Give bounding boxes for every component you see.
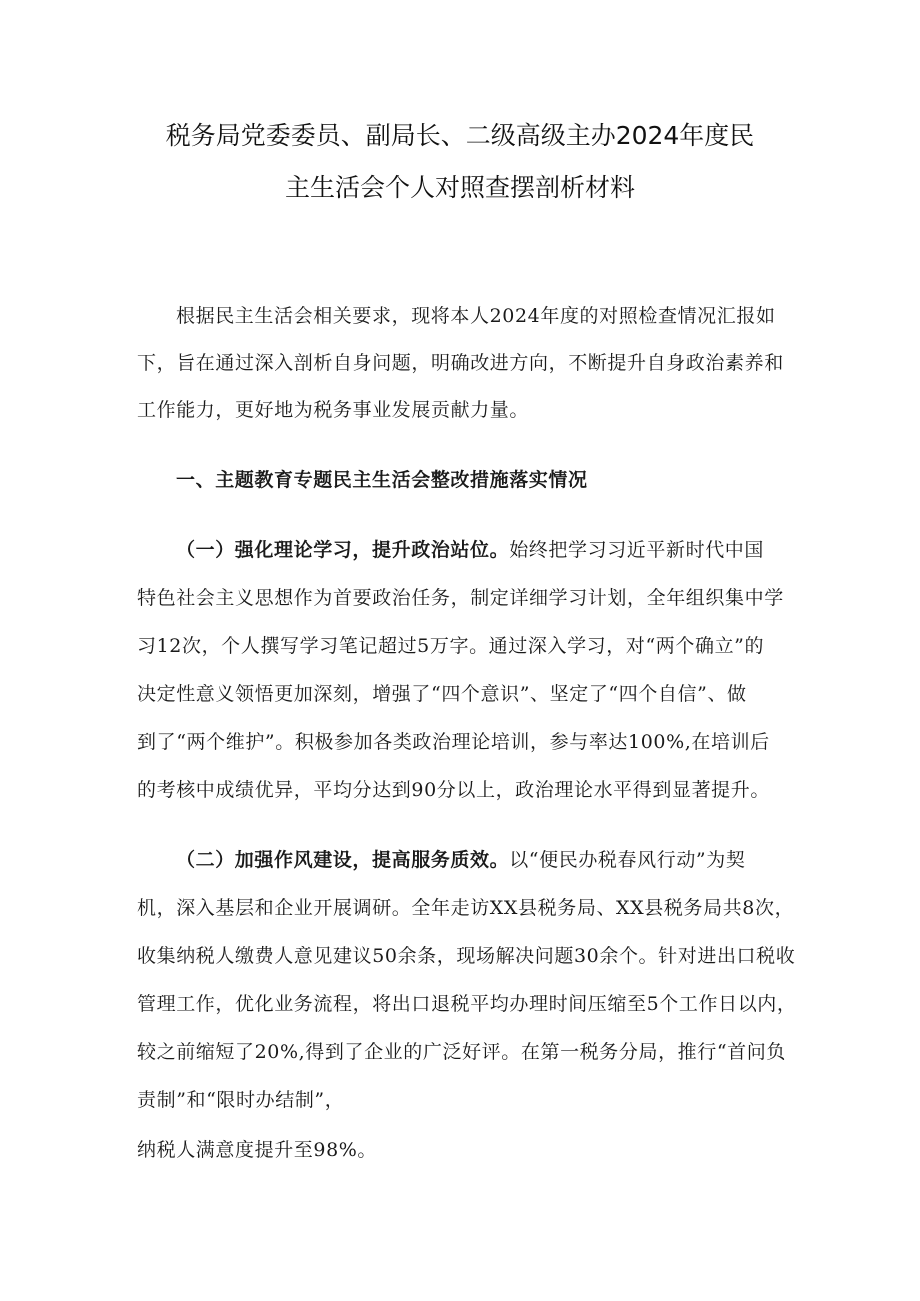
intro-line-3: 工作能力，更好地为税务事业发展贡献力量。 [137, 399, 530, 421]
sub1-heading: （一）强化理论学习，提升政治站位。 [176, 539, 510, 561]
sub2-first-line-text: 以“便民办税春风行动”为契 [509, 849, 746, 871]
sub2-first-line [176, 848, 745, 872]
sub1-first-line-text: 始终把学习习近平新时代中国 [509, 539, 765, 561]
sub1-line-5: 到了“两个维护”。积极参加各类政治理论培训，参与率达100%,在培训后 [137, 731, 770, 753]
title-line-1: 税务局党委委员、副局长、二级高级主办2024年度民 [165, 121, 755, 150]
sub2-heading: （二）加强作风建设，提高服务质效。 [176, 849, 510, 871]
sub1-first-line [176, 538, 764, 562]
intro-line-2: 下，旨在通过深入剖析自身问题，明确改进方向，不断提升自身政治素养和 [137, 352, 784, 374]
sub2-line-3: 收集纳税人缴费人意见建议50余条，现场解决问题30余个。针对进出口税收 [137, 945, 796, 967]
title-line-2: 主生活会个人对照查摆剖析材料 [284, 173, 635, 202]
sub2-line-4: 管理工作，优化业务流程，将出口退税平均办理时间压缩至5个工作日以内， [137, 993, 797, 1015]
sub2-line-7: 纳税人满意度提升至98%。 [137, 1139, 378, 1161]
sub2-line-6: 责制”和“限时办结制”， [137, 1089, 345, 1111]
sub1-line-4: 决定性意义领悟更加深刻，增强了“四个意识”、坚定了“四个自信”、做 [137, 683, 747, 705]
section-heading-1: 一、主题教育专题民主生活会整改措施落实情况 [176, 469, 588, 491]
sub1-line-6: 的考核中成绩优异，平均分达到90分以上，政治理论水平得到显著提升。 [137, 779, 770, 801]
document-title [120, 110, 800, 214]
sub2-line-2: 机，深入基层和企业开展调研。全年走访XX县税务局、XX县税务局共8次， [137, 897, 795, 919]
sub1-line-3: 习12次，个人撰写学习笔记超过5万字。通过深入学习，对“两个确立”的 [137, 635, 765, 657]
sub1-line-2: 特色社会主义思想作为首要政治任务，制定详细学习计划，全年组织集中学 [137, 587, 784, 609]
sub2-line-5: 较之前缩短了20%,得到了企业的广泛好评。在第一税务分局，推行“首问负 [137, 1041, 786, 1063]
intro-line-1: 根据民主生活会相关要求，现将本人2024年度的对照检查情况汇报如 [176, 305, 776, 327]
